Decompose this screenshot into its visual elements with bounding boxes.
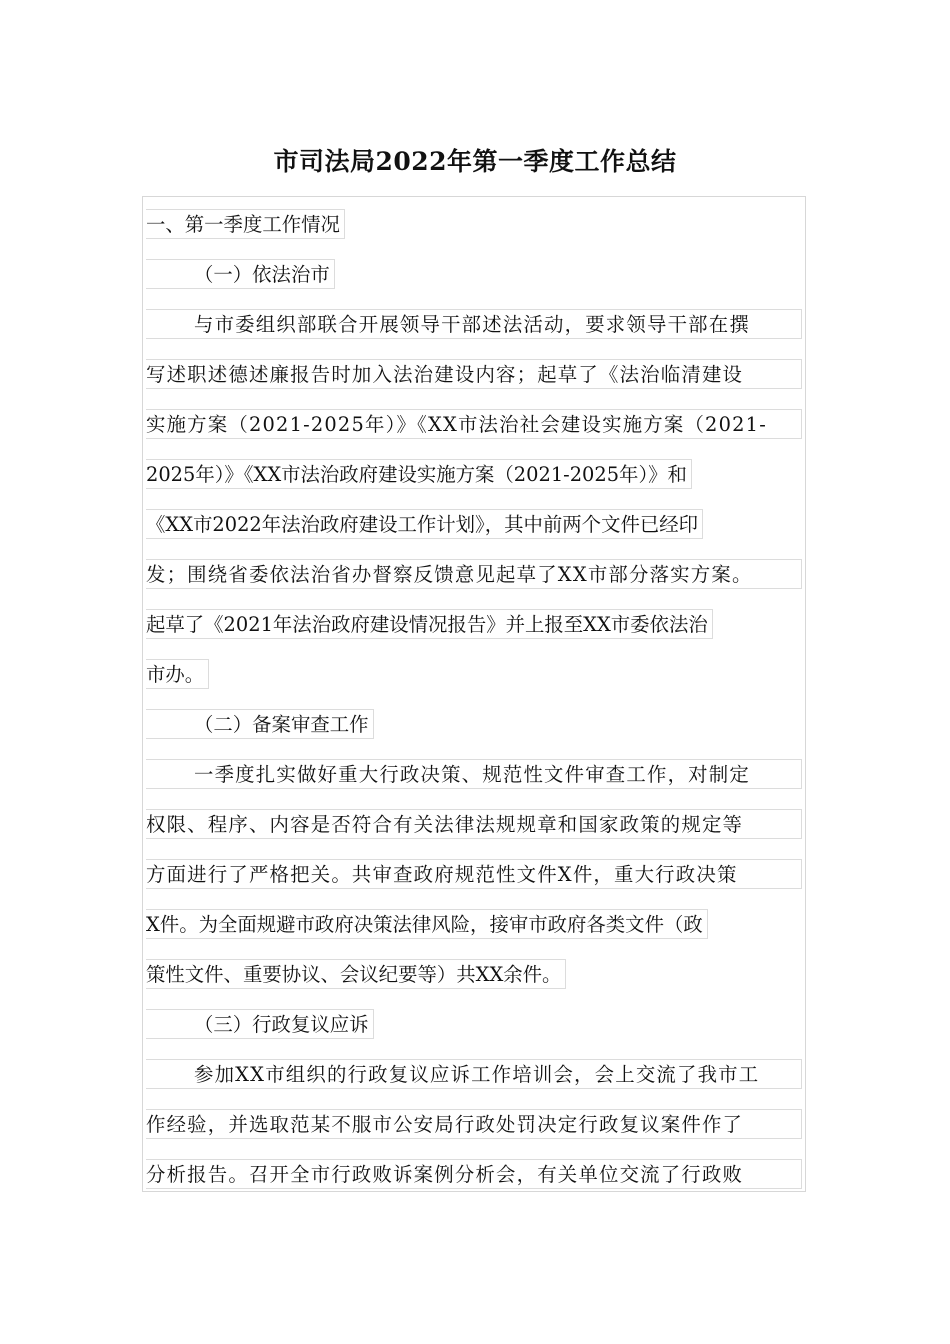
paragraph-line: 《XX市2022年法治政府建设工作计划》，其中前两个文件已经印 <box>146 509 703 539</box>
page-title: 市司法局2022年第一季度工作总结 <box>273 147 677 176</box>
paragraph-line: 2025年）》《XX市法治政府建设实施方案（2021-2025年）》和 <box>146 459 692 489</box>
paragraph-line: X件。为全面规避市政府决策法律风险，接审市政府各类文件（政 <box>146 909 708 939</box>
section-heading: 一、第一季度工作情况 <box>146 209 345 239</box>
paragraph-line: 权限、程序、内容是否符合有关法律法规规章和国家政策的规定等 <box>146 809 802 839</box>
paragraph-line: 分析报告。召开全市行政败诉案例分析会，有关单位交流了行政败 <box>146 1159 802 1189</box>
paragraph-line: 方面进行了严格把关。共审查政府规范性文件X件，重大行政决策 <box>146 859 802 889</box>
paragraph-line: 写述职述德述廉报告时加入法治建设内容；起草了《法治临清建设 <box>146 359 802 389</box>
paragraph-line: 与市委组织部联合开展领导干部述法活动，要求领导干部在撰 <box>146 309 802 339</box>
paragraph-line: 策性文件、重要协议、会议纪要等）共XX余件。 <box>146 959 566 989</box>
subsection-heading: （三）行政复议应诉 <box>146 1009 374 1039</box>
paragraph-line: 作经验，并选取范某不服市公安局行政处罚决定行政复议案件作了 <box>146 1109 802 1139</box>
paragraph-line: 发；围绕省委依法治省办督察反馈意见起草了XX市部分落实方案。 <box>146 559 802 589</box>
subsection-heading: （二）备案审查工作 <box>146 709 374 739</box>
paragraph-line: 参加XX市组织的行政复议应诉工作培训会，会上交流了我市工 <box>146 1059 802 1089</box>
content-frame <box>142 196 806 1192</box>
subsection-heading: （一）依法治市 <box>146 259 335 289</box>
paragraph-line: 一季度扎实做好重大行政决策、规范性文件审查工作，对制定 <box>146 759 802 789</box>
paragraph-line: 起草了《2021年法治政府建设情况报告》并上报至XX市委依法治 <box>146 609 713 639</box>
paragraph-line: 市办。 <box>146 659 209 689</box>
paragraph-line: 实施方案（2021-2025年）》《XX市法治社会建设实施方案（2021- <box>146 409 802 439</box>
